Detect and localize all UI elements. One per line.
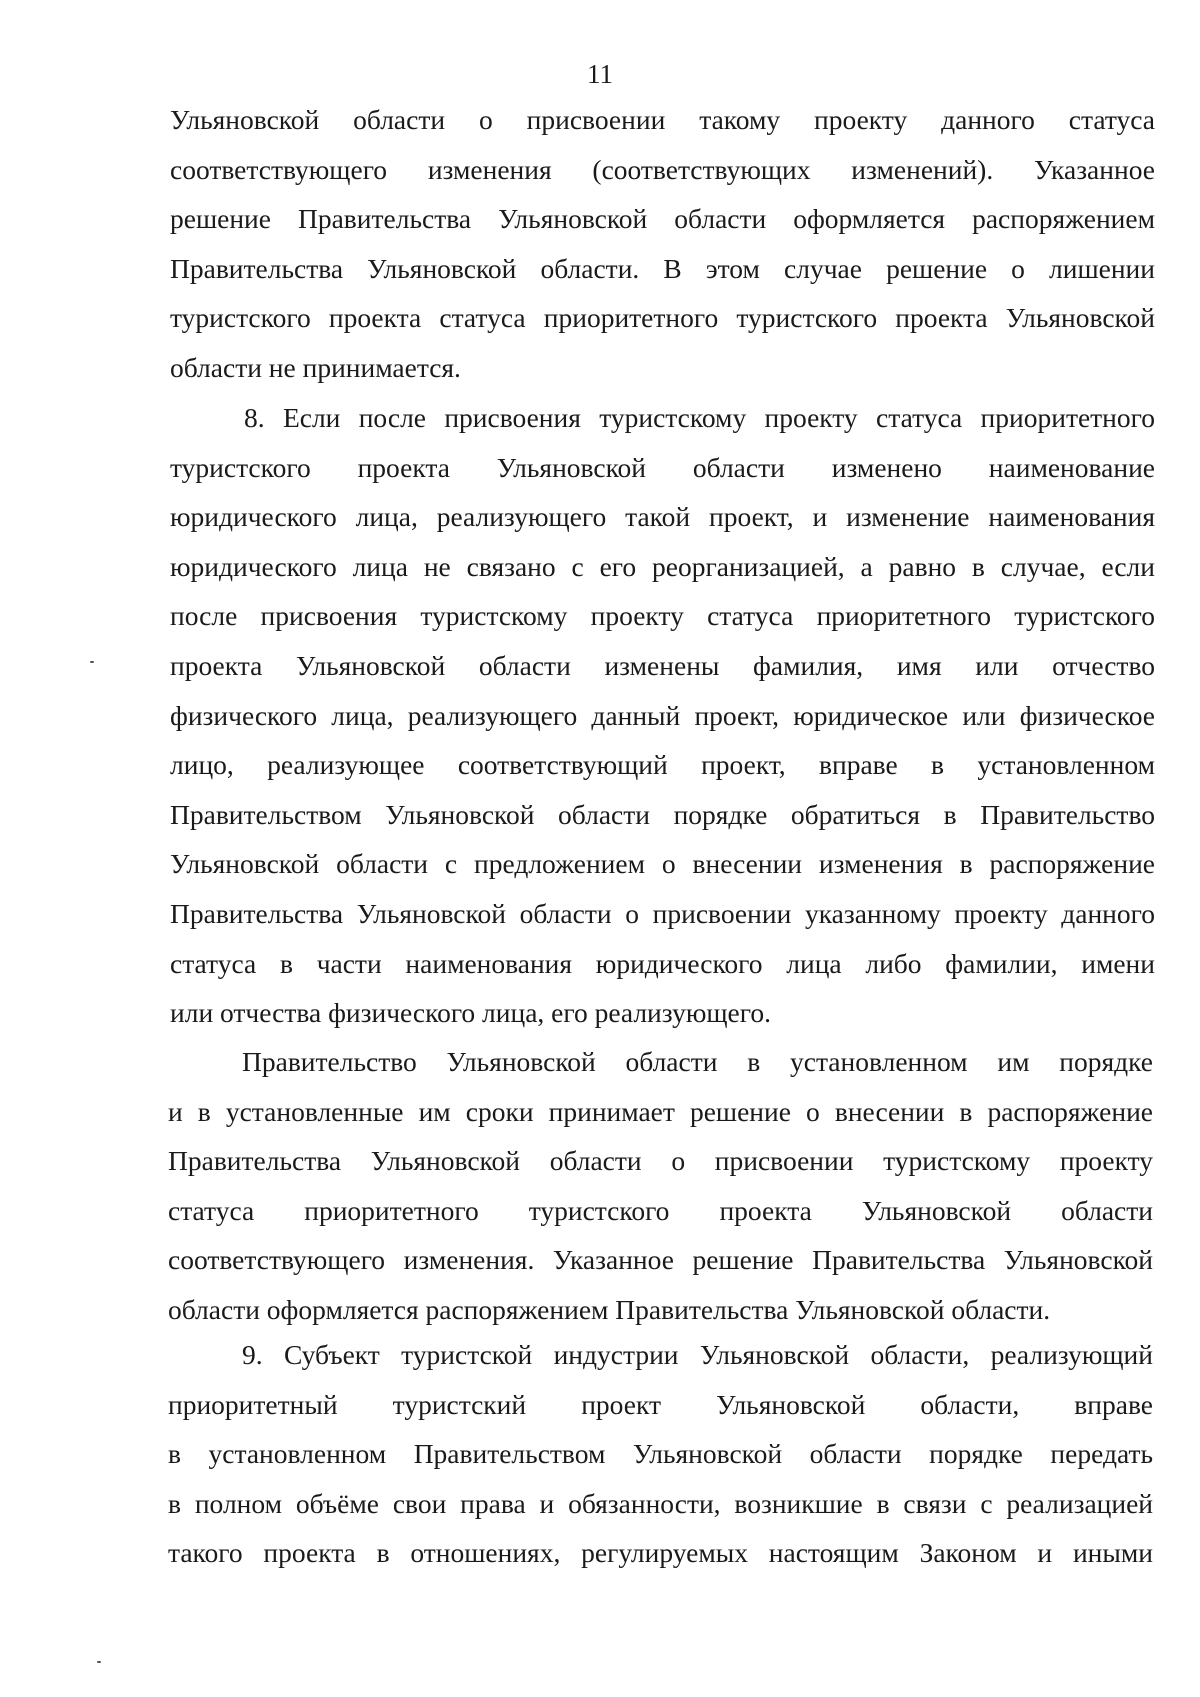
text-line: после присвоения туристскому проекту статуса приоритетного туристского — [170, 600, 1155, 632]
page-number: 11 — [587, 59, 613, 89]
text-line: Правительства Ульяновской области о присвоении туристскому проекту — [168, 1145, 1153, 1177]
text-line: в полном объёме свои права и обязанности, возникшие в связи с реализацией — [168, 1487, 1153, 1519]
paragraph-item-8 — [170, 393, 1155, 1038]
text-line: и в установленные им сроки принимает решение о внесении в распоряжение — [168, 1095, 1153, 1127]
text-line: решение Правительства Ульяновской области оформляется распоряжением — [170, 203, 1155, 235]
text-line: Ульяновской области с предложением о внесении изменения в распоряжение — [170, 848, 1155, 880]
paragraph-item-8-second — [168, 1037, 1153, 1335]
scan-speck — [97, 1661, 101, 1663]
text-line: 8. Если после присвоения туристскому проекту статуса приоритетного — [244, 402, 1155, 433]
text-line: области не принимается. — [170, 351, 461, 383]
paragraph-item-9 — [168, 1330, 1153, 1578]
text-line: лицо, реализующее соответствующий проект, вправе в установленном — [170, 749, 1155, 781]
text-line: 9. Субъект туристской индустрии Ульяновской области, реализующий — [242, 1339, 1153, 1370]
text-line: соответствующего изменения. Указанное решение Правительства Ульяновской — [168, 1244, 1153, 1276]
text-line: такого проекта в отношениях, регулируемых настоящим Законом и иными — [168, 1537, 1153, 1569]
paragraph-continuation — [170, 95, 1155, 393]
text-line: Правительства Ульяновской области. В этом случае решение о лишении — [170, 252, 1155, 284]
text-line: физического лица, реализующего данный проект, юридическое или физическое — [170, 699, 1155, 731]
text-line: Правительством Ульяновской области порядке обратиться в Правительство — [170, 798, 1155, 830]
text-line: статуса приоритетного туристского проекта Ульяновской области — [168, 1194, 1153, 1226]
text-line: Правительства Ульяновской области о присвоении указанному проекту данного — [170, 897, 1155, 929]
text-line: приоритетный туристский проект Ульяновской области, вправе — [168, 1388, 1153, 1420]
text-line: Ульяновской области о присвоении такому проекту данного статуса — [170, 104, 1155, 135]
scan-speck — [90, 661, 94, 663]
text-line: или отчества физического лица, его реализующего. — [170, 997, 771, 1029]
text-line: в установленном Правительством Ульяновской области порядке передать — [168, 1438, 1153, 1470]
text-line: юридического лица не связано с его реорганизацией, а равно в случае, если — [170, 550, 1155, 582]
text-line: туристского проекта статуса приоритетного туристского проекта Ульяновской — [170, 302, 1155, 334]
text-line: проекта Ульяновской области изменены фамилия, имя или отчество — [170, 649, 1155, 681]
text-line: юридического лица, реализующего такой проект, и изменение наименования — [170, 501, 1155, 533]
text-line: туристского проекта Ульяновской области изменено наименование — [170, 451, 1155, 483]
text-line: области оформляется распоряжением Правительства Ульяновской области. — [168, 1293, 1051, 1325]
text-line: Правительство Ульяновской области в установленном им порядке — [242, 1046, 1153, 1077]
text-line: статуса в части наименования юридического лица либо фамилии, имени — [170, 947, 1155, 979]
text-line: соответствующего изменения (соответствующих изменений). Указанное — [170, 153, 1155, 185]
